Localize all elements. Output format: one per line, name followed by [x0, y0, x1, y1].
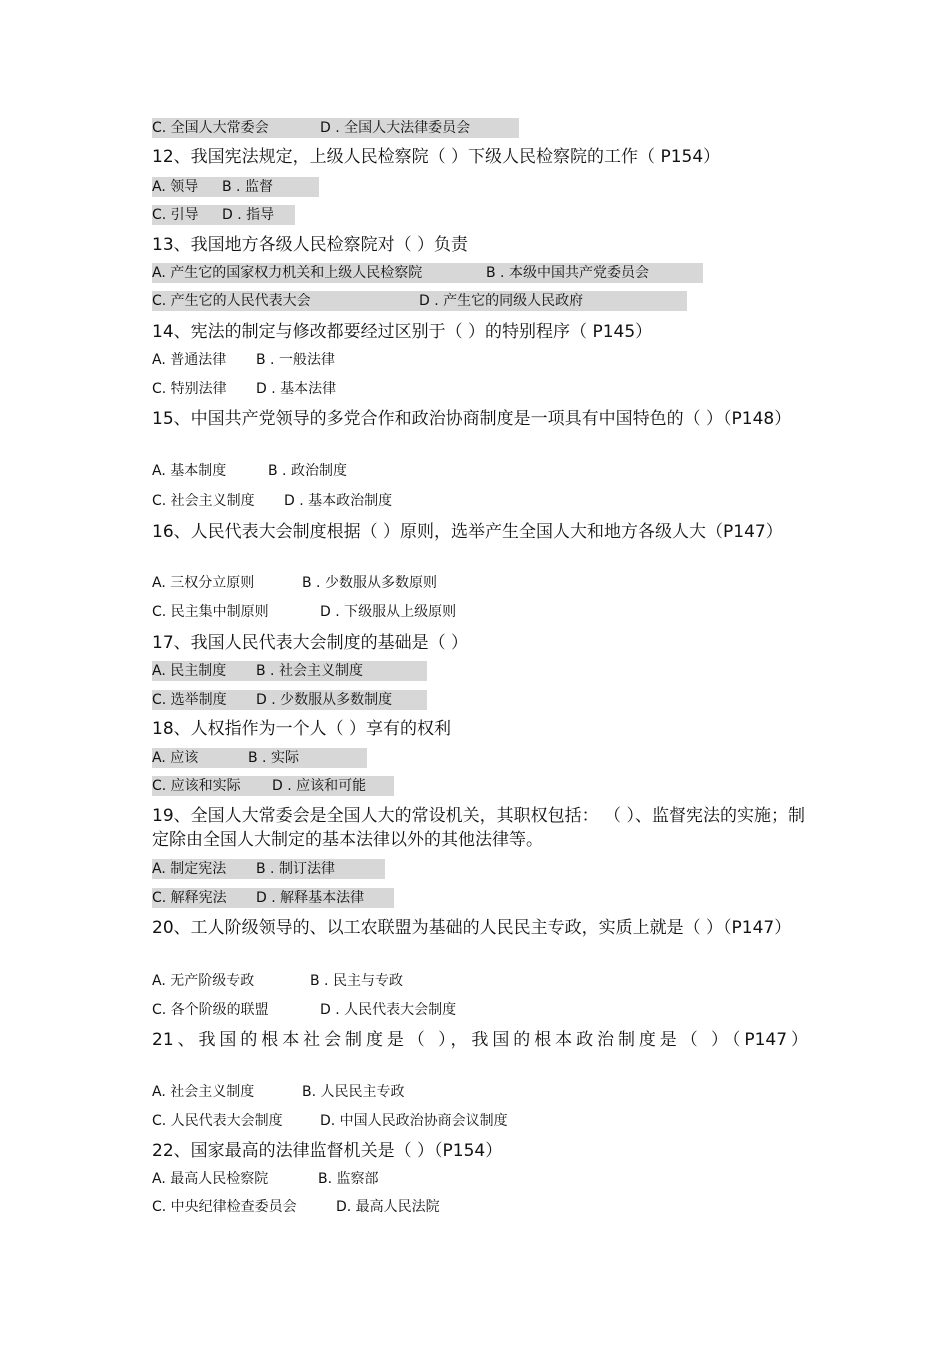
option-c: C. 人民代表大会制度 — [152, 1113, 283, 1129]
option-row-ab — [152, 177, 319, 197]
question-21: 21、我国的根本社会制度是（ ），我国的根本政治制度是（ ）（P147） — [152, 1030, 808, 1050]
option-row-cd — [152, 690, 427, 710]
option-b: B. 监察部 — [318, 1171, 379, 1187]
option-d: D . 少数服从多数制度 — [256, 692, 393, 708]
option-c: C. 特别法律 — [152, 381, 227, 397]
option-d: D . 全国人大法律委员会 — [320, 120, 471, 136]
option-d: D . 解释基本法律 — [256, 890, 365, 906]
question-22: 22、国家最高的法律监督机关是（ ）（P154） — [152, 1141, 503, 1161]
question-12: 12、我国宪法规定，上级人民检察院（ ）下级人民检察院的工作（ P154） — [152, 147, 721, 167]
option-a: A. 普通法律 — [152, 352, 227, 368]
option-b: B . 政治制度 — [268, 463, 347, 479]
option-b: B . 民主与专政 — [310, 973, 403, 989]
option-c: C. 引导 — [152, 207, 199, 223]
option-row-cd — [152, 205, 295, 225]
option-a: A. 民主制度 — [152, 663, 227, 679]
option-d: D . 产生它的同级人民政府 — [419, 293, 584, 309]
option-d: D . 人民代表大会制度 — [320, 1002, 457, 1018]
option-d: D . 指导 — [222, 207, 275, 223]
option-d: D. 最高人民法院 — [336, 1199, 440, 1215]
option-b: B. 人民民主专政 — [302, 1084, 405, 1100]
option-row-ab — [152, 661, 427, 681]
option-b: B . 社会主义制度 — [256, 663, 363, 679]
option-row-cd — [152, 291, 687, 311]
option-b: B . 少数服从多数原则 — [302, 575, 437, 591]
option-a: A. 基本制度 — [152, 463, 227, 479]
option-a: A. 无产阶级专政 — [152, 973, 255, 989]
option-a: A. 产生它的国家权力机关和上级人民检察院 — [152, 265, 423, 281]
option-b: B . 一般法律 — [256, 352, 335, 368]
option-row-cd — [152, 118, 519, 138]
option-row-ab — [152, 859, 385, 879]
question-17: 17、我国人民代表大会制度的基础是（ ） — [152, 633, 469, 653]
option-a: A. 应该 — [152, 750, 199, 766]
option-b: B . 监督 — [222, 179, 273, 195]
question-18: 18、人权指作为一个人（ ）享有的权利 — [152, 719, 452, 739]
question-15: 15、中国共产党领导的多党合作和政治协商制度是一项具有中国特色的（ ）（P148） — [152, 409, 792, 429]
option-a: A. 最高人民检察院 — [152, 1171, 269, 1187]
option-c: C. 中央纪律检查委员会 — [152, 1199, 297, 1215]
question-16: 16、人民代表大会制度根据（ ）原则，选举产生全国人大和地方各级人大（P147） — [152, 522, 783, 542]
question-14: 14、宪法的制定与修改都要经过区别于（ ）的特别程序（ P145） — [152, 322, 653, 342]
option-b: B . 实际 — [248, 750, 299, 766]
option-d: D . 基本法律 — [256, 381, 337, 397]
option-c: C. 产生它的人民代表大会 — [152, 293, 311, 309]
option-d: D . 应该和可能 — [272, 778, 367, 794]
option-c: C. 各个阶级的联盟 — [152, 1002, 269, 1018]
option-row-ab — [152, 748, 367, 768]
option-c: C. 解释宪法 — [152, 890, 227, 906]
option-d: D. 中国人民政治协商会议制度 — [320, 1113, 508, 1129]
option-c: C. 应该和实际 — [152, 778, 241, 794]
question-19: 19、全国人大常委会是全国人大的常设机关，其职权包括： （ ）、监督宪法的实施；制定除由全国人大制定的基本法律以外的其他法律等。 — [152, 806, 805, 850]
question-13: 13、我国地方各级人民检察院对（ ）负责 — [152, 235, 469, 255]
option-a: A. 领导 — [152, 179, 199, 195]
option-a: A. 制定宪法 — [152, 861, 227, 877]
option-c: C. 全国人大常委会 — [152, 120, 269, 136]
option-d: D . 基本政治制度 — [284, 493, 393, 509]
option-row-ab — [152, 263, 703, 283]
option-b: B . 本级中国共产党委员会 — [486, 265, 649, 281]
question-20: 20、工人阶级领导的、以工农联盟为基础的人民民主专政，实质上就是（ ）（P147） — [152, 918, 792, 938]
option-d: D . 下级服从上级原则 — [320, 604, 457, 620]
option-c: C. 选举制度 — [152, 692, 227, 708]
option-row-cd — [152, 888, 394, 908]
option-b: B . 制订法律 — [256, 861, 335, 877]
option-a: A. 社会主义制度 — [152, 1084, 255, 1100]
option-a: A. 三权分立原则 — [152, 575, 255, 591]
option-row-cd — [152, 776, 394, 796]
option-c: C. 民主集中制原则 — [152, 604, 269, 620]
option-c: C. 社会主义制度 — [152, 493, 255, 509]
